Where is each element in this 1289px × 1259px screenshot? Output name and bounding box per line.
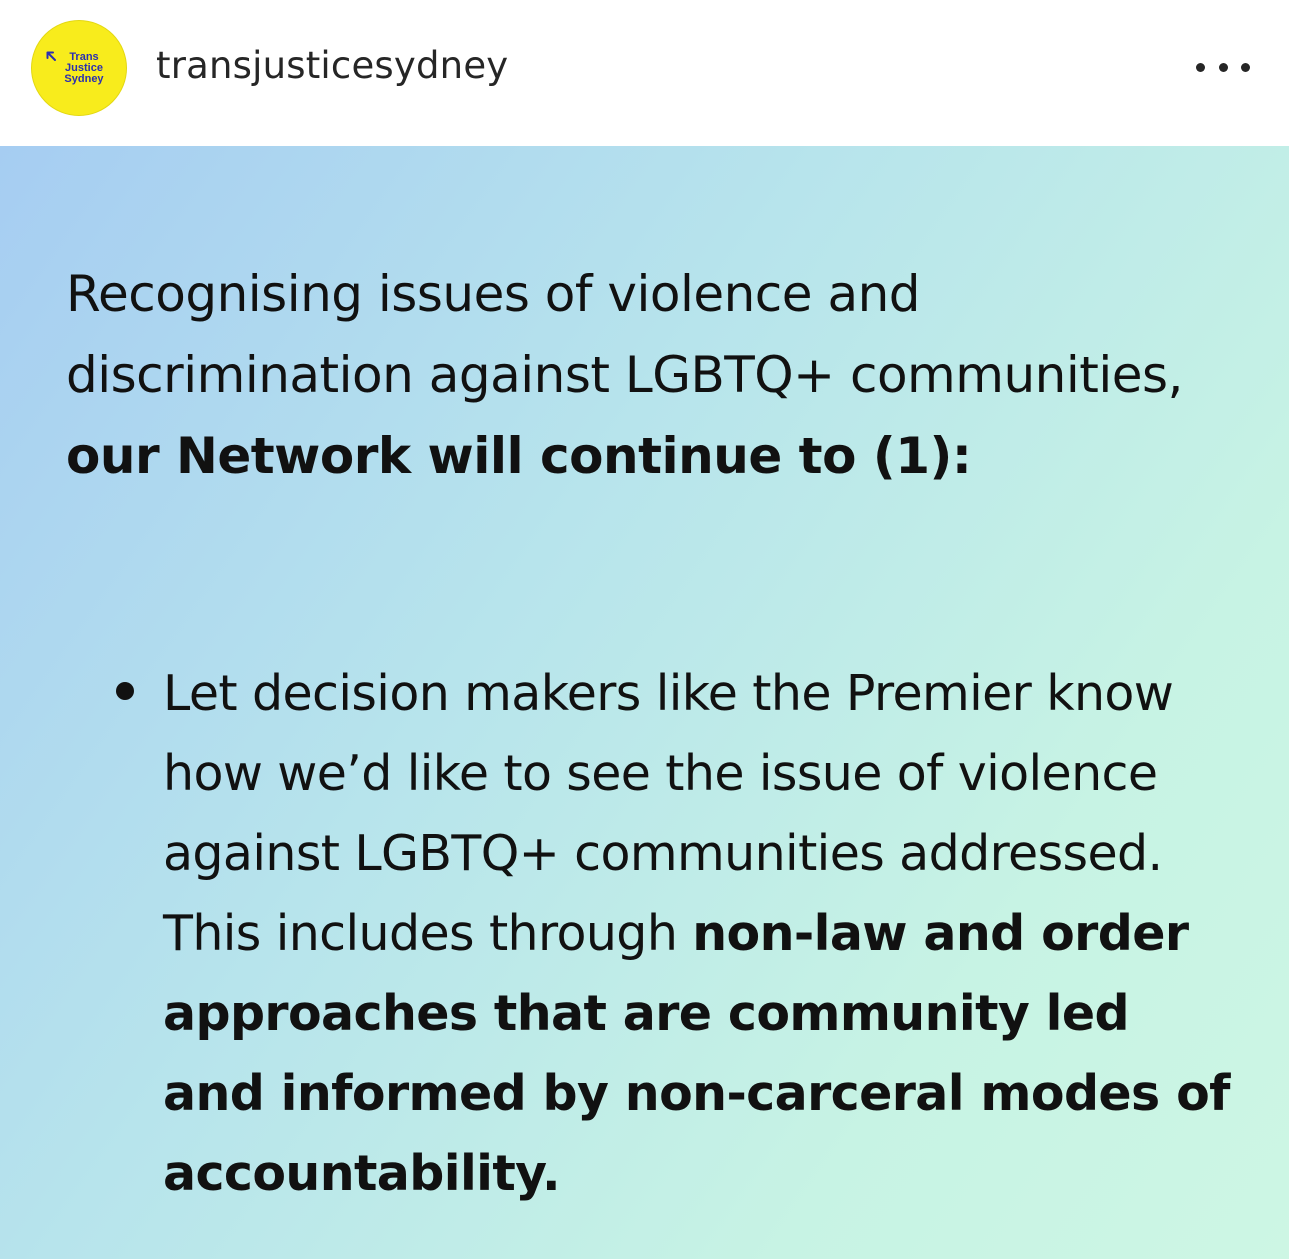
bullet-text: [163, 654, 1233, 1214]
list-item: [163, 654, 1233, 1214]
bullet-list: [163, 654, 1233, 1214]
avatar[interactable]: [31, 20, 127, 116]
more-horizontal-icon: [1219, 63, 1228, 72]
avatar-line-3: Sydney: [64, 73, 104, 85]
more-horizontal-icon: [1196, 63, 1205, 72]
intro-bold-text: our Network will continue to (1):: [66, 427, 972, 485]
bullet-bold-text: non-law and order approaches that are community led and informed by non-carceral modes of accountability.: [163, 905, 1230, 1202]
post-intro-text: [66, 254, 1226, 497]
intro-regular-text: Recognising issues of violence and discrimination against LGBTQ+ communities,: [66, 265, 1183, 404]
avatar-logo-text: [54, 52, 114, 85]
more-horizontal-icon: [1241, 63, 1250, 72]
avatar-line-1: Trans: [69, 51, 99, 63]
username-link[interactable]: transjusticesydney: [156, 44, 509, 87]
post-header: [0, 0, 1289, 146]
more-options-button[interactable]: [1196, 56, 1250, 78]
post-image[interactable]: [0, 146, 1289, 1259]
bullet-regular-text: Let decision makers like the Premier know how we’d like to see the issue of violence against LGBTQ+ communities addressed. This includes through: [163, 665, 1174, 962]
bullet-point: [116, 682, 134, 700]
avatar-line-2: Justice: [65, 62, 103, 74]
